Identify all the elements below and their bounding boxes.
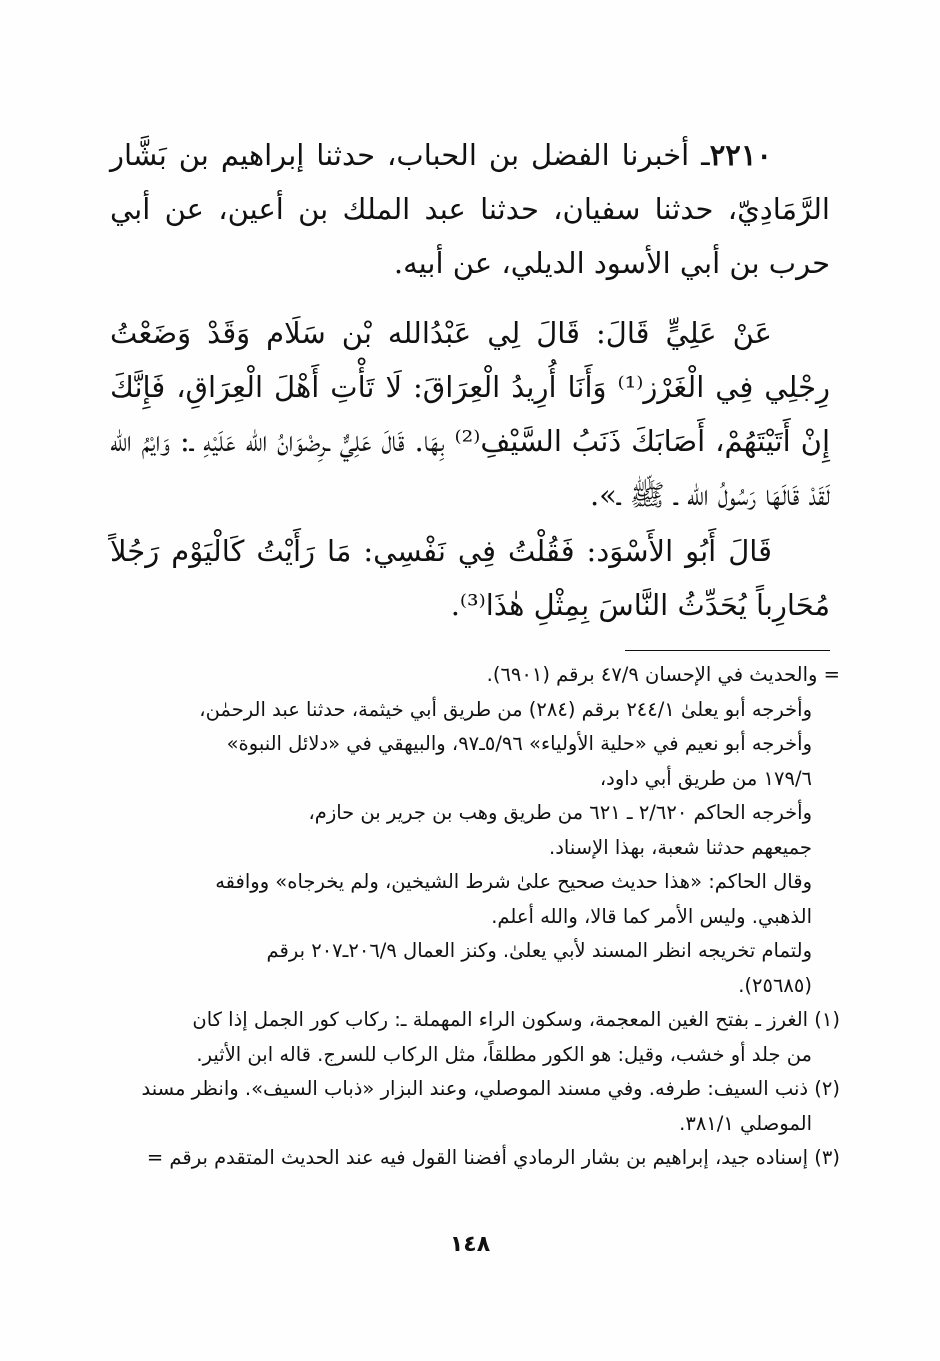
hadith-isnad: ـ أخبرنا الفضل بن الحباب، حدثنا إبراهيم بن بَشَّار الرَّمَادِيّ، حدثنا سفيان، حدثنا عبد الملك بن أعين، عن أبي حرب بن أبي الأسود الديلي، عن أبيه. (110, 138, 830, 280)
footnote-2-continued: الموصلي ٣٨١/١. (679, 1111, 812, 1135)
hadith-isnad-paragraph (110, 128, 830, 290)
footnote-3: (٣) إسناده جيد، إبراهيم بن بشار الرمادي أفضنا القول فيه عند الحديث المتقدم برقم = (146, 1146, 840, 1169)
footnote-divider (625, 650, 830, 651)
abu-aswad-paragraph: قَالَ أَبُو الأَسْوَد: فَقُلْتُ فِي نَفْسِي: مَا رَأَيْتُ كَالْيَوْم رَجُلاً مُحَارِباً يُحَدِّثُ النَّاسَ بِمِثْلِ هٰذَا⁽³⁾. (110, 534, 830, 622)
footnote-line: = والحديث في الإحسان ٤٧/٩ برقم (٦٩٠١). (486, 663, 840, 686)
footnote-line: الذهبي. وليس الأمر كما قالا، والله أعلم. (491, 904, 812, 928)
footnote-line: جميعهم حدثنا شعبة، بهذا الإسناد. (549, 835, 812, 859)
page-number: ١٤٨ (449, 1232, 491, 1257)
footnote-line: وقال الحاكم: «هذا حديث صحيح علىٰ شرط الشيخين، ولم يخرجاه» ووافقه (215, 870, 812, 893)
footnote-1-continued: من جلد أو خشب، وقيل: هو الكور مطلقاً، مثل الركاب للسرج. قاله ابن الأثير. (196, 1042, 812, 1066)
footnote-2: (٢) ذنب السيف: طرفه. وفي مسند الموصلي، وعند البزار «ذباب السيف». وانظر مسند (141, 1077, 840, 1100)
footnote-line: وأخرجه أبو يعلىٰ ٢٤٤/١ برقم (٢٨٤) من طريق أبي خيثمة، حدثنا عبد الرحمٰن، (199, 697, 812, 721)
hadith-number: ٢٢١٠ (709, 138, 772, 172)
footnote-line: (٢٥٦٨٥). (738, 973, 812, 997)
footnote-line: وأخرجه أبو نعيم في «حلية الأولياء» ٥/٩٦ـ٩٧، والبيهقي في «دلائل النبوة» (226, 732, 812, 755)
footnote-line: ولتمام تخريجه انظر المسند لأبي يعلىٰ. وكنز العمال ٢٠٦/٩ـ٢٠٧ برقم (266, 939, 812, 962)
footnote-1: (١) الغرز ـ بفتح الغين المعجمة، وسكون الراء المهملة ـ: ركاب كور الجمل إذا كان (192, 1008, 840, 1031)
footnotes-section (110, 658, 840, 1176)
hadith-matn-paragraph: عَنْ عَلِيٍّ قَالَ: قَالَ لِي عَبْدُالله بْن سَلَام وَقَدْ وَضَعْتُ رِجْلِي فِي الْغَرْز⁽¹⁾ وَأَنَا أُرِيدُ الْعِرَاقَ: لَا تَأْتِ أَهْلَ الْعِرَاقِ، فَإِنَّكَ إِنْ أَتَيْتَهُمْ، أَصَابَكَ ذَنَبُ السَّيْفِ⁽²⁾ بِهَا. قَالَ عَلِيٌّ ـرِضْوَانُ الله عَلَيْهِ ـ: وَايْمُ الله لَقَدْ قَالَهَا رَسُولُ الله ـ ﷺ ـ». (110, 316, 831, 512)
footnote-line: ١٧٩/٦ من طريق أبي داود، (599, 766, 812, 790)
footnote-line: وأخرجه الحاكم ٢/٦٢٠ ـ ٦٢١ من طريق وهب بن جرير بن حازم، (308, 801, 812, 824)
